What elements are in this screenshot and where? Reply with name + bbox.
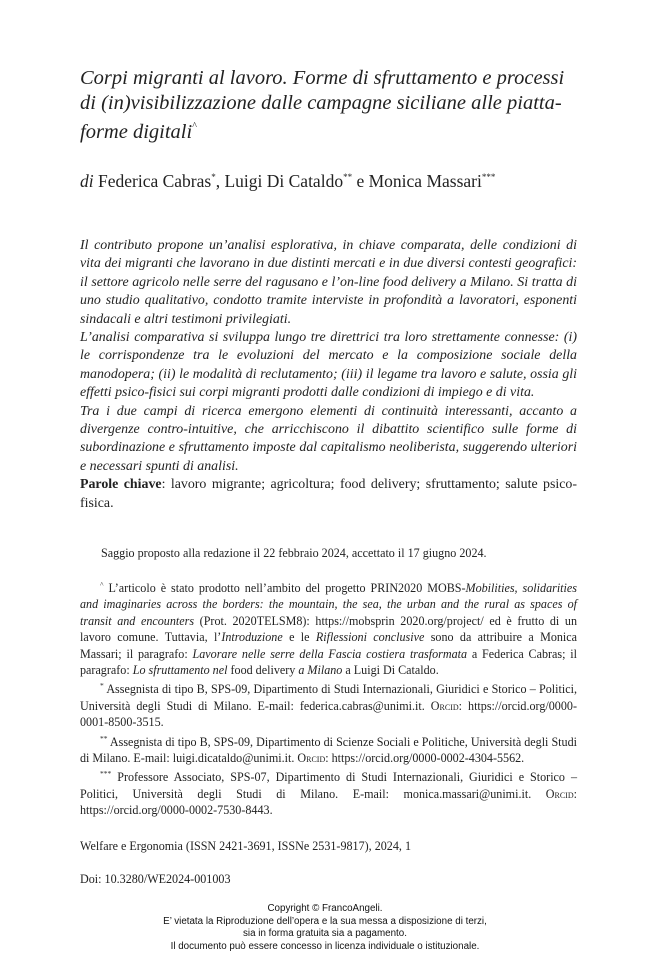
journal-citation: Welfare e Ergonomia (ISSN 2421-3691, ISSNe 2531-9817), 2024, 1 xyxy=(80,839,411,853)
author-mark-2: ** xyxy=(343,172,353,182)
footnote-project: ^ L’articolo è stato prodotto nell’ambito del progetto PRIN2020 MOBS-Mobilities, solidarities and imaginaries across the borders: the mountain, the sea, the urban and the rural as spaces of transit and encounters (Prot. 2020TELSM8): https://mobsprin 2020.org/project/ ed è frutto di un lavoro comune. Tuttavia, l’Introduzione e le Riflessioni conclusive sono da attribuire a Monica Massari; il paragrafo: Lavorare nelle serre della Fascia costiera trasformata a Federica Cabras; il paragrafo: Lo sfruttamento nel food delivery a Milano a Luigi Di Cataldo. xyxy=(80,580,578,678)
copyright-line-2: E’ vietata la Riproduzione dell’opera e la sua messa a disposizione di terzi, xyxy=(163,915,487,927)
submission-dates: Saggio proposto alla redazione il 22 febbraio 2024, accettato il 17 giugno 2024. xyxy=(101,546,487,560)
copyright-line-3: sia in forma gratuita sia a pagamento. xyxy=(243,928,407,940)
keywords-label: Parole chiave xyxy=(80,477,162,493)
copyright-line-1: Copyright © FrancoAngeli. xyxy=(267,903,383,914)
keywords xyxy=(80,476,577,513)
footnote-cabras: * Assegnista di tipo B, SPS-09, Dipartimento di Studi Internazionali, Giuridici e Storico – Politici, Università degli Studi di Milano. E-mail: federica.cabras@unimi.it. Orcid: https://orcid.org/0000-0001-8500-3515. xyxy=(80,681,577,730)
author-cabras: Federica Cabras xyxy=(98,171,212,191)
footnotes xyxy=(80,577,577,819)
doi: Doi: 10.3280/WE2024-001003 xyxy=(80,872,231,886)
footnote-massari: *** Professore Associato, SPS-07, Dipartimento di Studi Internazionali, Giuridici e Storico – Politici, Università degli Studi di Milano. E-mail: monica.massari@unimi.it. Orcid: https://orcid.org/0000-0002-7530-8443. xyxy=(80,769,577,818)
author-mark-3: *** xyxy=(481,172,496,182)
copyright-line-4: Il documento può essere concesso in licenza individuale o istituzionale. xyxy=(170,940,480,952)
author-di-cataldo: Luigi Di Cataldo xyxy=(224,171,344,191)
title-footnote-mark: ^ xyxy=(192,121,197,132)
abstract-paragraph-2: L’analisi comparativa si sviluppa lungo tre direttrici tra loro strettamente connesse: (i) le corrispondenze tra le evoluzioni del mercato e la composizione sociale della manodopera; (ii) le modalità di reclutamento; (iii) il legame tra lavoro e salute, ossia gli effetti psico-fisici sui corpi migranti prodotti dalle condizioni di impiego e di vita. xyxy=(80,330,577,401)
author-massari: Monica Massari xyxy=(368,171,482,191)
author-prefix: di xyxy=(80,171,94,191)
abstract xyxy=(80,237,577,513)
copyright-notice xyxy=(100,903,550,953)
keywords-list: : lavoro migrante; agricoltura; food delivery; sfruttamento; salute psico-fisica. xyxy=(80,477,578,511)
footnote-di-cataldo: ** Assegnista di tipo B, SPS-09, Dipartimento di Scienze Sociali e Politiche, Università degli Studi di Milano. E-mail: luigi.dicataldo@unimi.it. Orcid: https://orcid.org/0000-0002-4304-5562. xyxy=(80,733,577,766)
article-title: Corpi migranti al lavoro. Forme di sfruttamento e processi di (in)visibilizzazione dalle campagne siciliane alle piatta-forme digitali^ xyxy=(80,67,565,143)
author-line: di Federica Cabras*, Luigi Di Cataldo** e Monica Massari*** xyxy=(80,171,496,191)
abstract-paragraph-1: Il contributo propone un’analisi esplorativa, in chiave comparata, delle condizioni di vita dei migranti che lavorano in due distinti mercati e in due diversi contesti geografici: il settore agricolo nelle serre del ragusano e l’on-line food delivery a Milano. Si tratta di uno studio qualitativo, condotto tramite interviste in profondità a lavoratori, esponenti sindacali e altri testimoni privilegiati. xyxy=(80,238,577,327)
author-mark-1: * xyxy=(211,172,216,182)
abstract-paragraph-3: Tra i due campi di ricerca emergono elementi di continuità interessanti, accanto a divergenze contro-intuitive, che arricchiscono il dibattito scientifico sulle forme di subordinazione e sfruttamento imposte dal capitalismo neoliberista, suggerendo ulteriori e necessari spunti di analisi. xyxy=(80,403,577,474)
